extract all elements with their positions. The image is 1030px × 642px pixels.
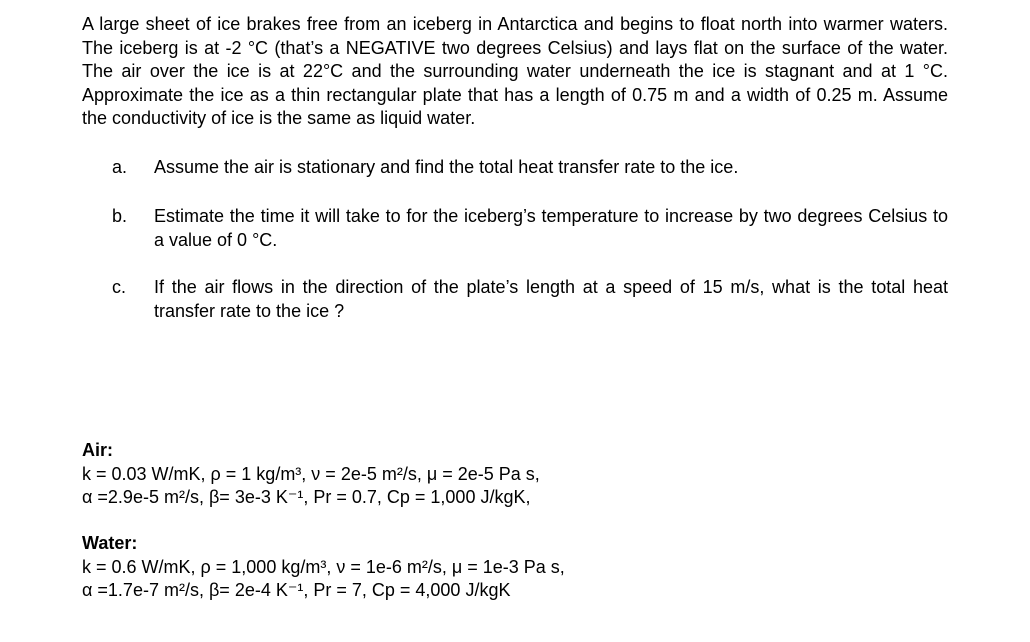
question-text: Estimate the time it will take to for the iceberg’s temperature to increase by two degrees Celsius to a value of 0 °C. (154, 206, 948, 250)
air-properties (82, 439, 948, 510)
question-label: a. (112, 157, 128, 177)
question-label: c. (112, 277, 127, 297)
water-heading: Water: (82, 533, 138, 553)
air-heading: Air: (82, 440, 113, 460)
problem-statement: A large sheet of ice brakes free from an iceberg in Antarctica and begins to float north into warmer waters. The iceberg is at -2 °C (that’s a NEGATIVE two degrees Celsius) and lays flat on the surface of the water. The air over the ice is at 22°C and the surrounding water underneath the ice is stagnant and at 1 °C. Approximate the ice as a thin rectangular plate that has a length of 0.75 m and a width of 0.25 m. Assume the conductivity of ice is the same as liquid water. (82, 14, 948, 129)
air-properties-line-2: α =2.9e-5 m²/s, β= 3e-3 K⁻¹, Pr = 0.7, Cp = 1,000 J/kgK, (82, 487, 531, 508)
question-text: Assume the air is stationary and find the total heat transfer rate to the ice. (154, 157, 739, 177)
water-properties-line-1: k = 0.6 W/mK, ρ = 1,000 kg/m³, ν = 1e-6 m²/s, μ = 1e-3 Pa s, (82, 556, 565, 577)
water-properties-line-2: α =1.7e-7 m²/s, β= 2e-4 K⁻¹, Pr = 7, Cp = 4,000 J/kgK (82, 580, 511, 601)
air-properties-line-1: k = 0.03 W/mK, ρ = 1 kg/m³, ν = 2e-5 m²/s, μ = 2e-5 Pa s, (82, 463, 540, 484)
question-label: b. (112, 206, 128, 226)
water-properties (82, 532, 948, 603)
question-text: If the air flows in the direction of the plate’s length at a speed of 15 m/s, what is the total heat transfer rate to the ice ? (154, 277, 948, 321)
